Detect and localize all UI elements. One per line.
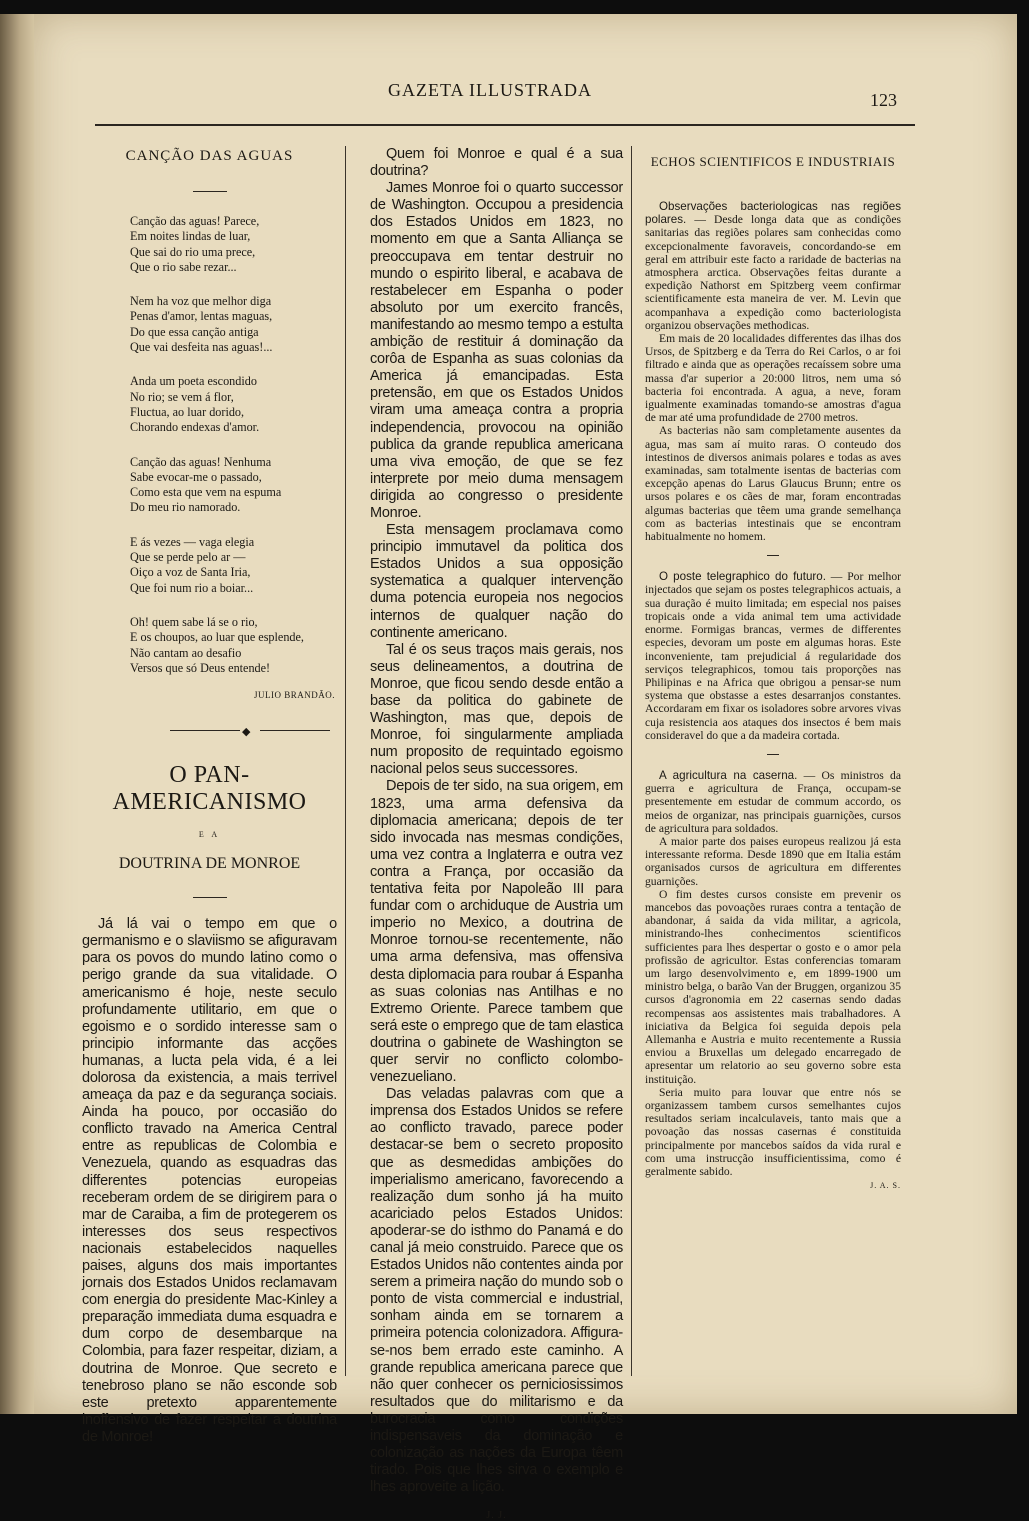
article-column-1-text <box>82 916 337 1446</box>
poem-line: Que vai desfeita nas aguas!... <box>130 340 273 355</box>
poem-line: E os choupos, ao luar que esplende, <box>130 630 304 645</box>
poem-title: CANÇÃO DAS AGUAS <box>125 148 294 164</box>
article-paragraph: Depois de ter sido, na sua origem, em 1823, uma arma defensiva da diplomacia americana; depois de ter sido invocada nas mesmas condições, uma vez contra a Inglaterra e outra vez contra a França, por occasião da tentativa feita por Napoleão III para fundar com o archiduque de Austria um imperio no Mexico, a doutrina de Monroe tornou-se recentemente, não uma arma defensiva, mas offensiva desta diplomacia para roubar á Espanha as suas colonias nas Antilhas e no Extremo Oriente. Parece tambem que será este o emprego que de tam elastica doutrina o gabinete de Washington se quer servir no conflicto colombo-venezueliano. <box>370 778 624 1086</box>
science-signature: J. A. S. <box>870 1181 901 1191</box>
poem-line: Do meu rio namorado. <box>130 500 241 515</box>
article-title-rule <box>193 897 227 898</box>
article-paragraph: Já lá vai o tempo em que o germanismo e o slaviismo se afiguravam para os povos do mundo latino como o perigo grande da sua vitalidade. O americanismo é hoje, neste seculo profundamente utilitario, em que o egoismo e o sordido interesse sam o principio informante das acções humanas, a lucta pela vida, é a lei dolorosa da existencia, a mais terrivel ameaça da paz e da segurança sociais. Ainda ha pouco, por occasião do conflicto travado na America Central entre as republicas de Colombia e Venezuela, quando as esquadras das differentes potencias europeias receberam ordem de se dirigirem para o mar de Caraiba, a fim de protegerem os interesses dos seus respectivos nacionais estabelecidos naquelles paises, alguns dos mais importantes jornais dos Estados Unidos reclamavam com energia do presidente Mac-Kinley a preparação immediata duma esquadra e dum corpo de desembarque na Colombia, para fazer respeitar, diziam, a doutrina de Monroe. Que secreto e tenebroso plano se não esconde sob este pretexto apparentemente inoffensivo de fazer respeitar a doutrina de Monroe! <box>82 916 337 1445</box>
science-text: — Os ministros da guerra e agricultura de França, occupam-se presentemente em estudar de commum accordo, os meios de organizar, nas principais guarnições, cursos de agricultura para soldados. <box>645 768 901 835</box>
poem-author: JULIO BRANDÃO. <box>254 690 335 701</box>
poem-line: Que foi num rio a boiar... <box>130 580 254 595</box>
poem-line: No rio; se vem á flor, <box>130 389 234 404</box>
column-2 <box>370 146 623 1521</box>
science-item-lead: Observações bacteriologicas nas regiões polares. <box>645 200 901 227</box>
poem-line: Do que essa canção antiga <box>130 324 259 339</box>
poem-line: Fluctua, ao luar dorido, <box>130 404 245 419</box>
science-item-lead: A agricultura na caserna. <box>659 768 798 782</box>
poem-line: E ás vezes — vaga elegia <box>130 534 255 549</box>
article-subtitle: DOUTRINA DE MONROE <box>118 855 301 873</box>
poem-line: Não cantam ao desafio <box>130 645 242 660</box>
poem-title-rule <box>193 191 227 192</box>
book-binding-gutter <box>0 14 36 1414</box>
article-title-connector: E A <box>198 830 221 840</box>
poem-line: Canção das aguas! Parece, <box>130 214 260 228</box>
article-paragraph: James Monroe foi o quarto successor de Washington. Occupou a presidencia dos Estados Unidos em 1823, no momento em que a Santa Alliança se preoccupava em tentar destruir no mundo o espirito liberal, e acabava de restabelecer em Espanha o poder absoluto por um exercito francês, manifestando ao mesmo tempo a estulta ambição de restituir á dominação da corôa de Espanha as suas colonias da America já emancipadas. Esta pretensão, em que os Estados Unidos viram uma ameaça contra a propria independencia, provocou na opinião publica da grande republica americana uma viva emoção, de que se fez interprete por meio duma mensagem dirigida ao congresso o presidente Monroe. <box>370 180 623 521</box>
section-ornament <box>82 724 337 738</box>
science-text: — Por melhor injectados que sejam os postes telegraphicos actuais, a sua duração é muito limitada; em especial nos paises tropicais onde a vida animal tem uma actividade enorme. Formigas brancas, vermes de differentes especies, devoram um poste em algumas horas. Este inconveniente, tam prejudicial á regularidade dos serviços telegraphicos, tomou tais proporções nas Philipinas e na Africa que obrigou a pensar-se num systema que obstasse a estes desarranjos constantes. Accordaram em fixar os isoladores sobre arvores vivas cuja resistencia aos ataques dos insectos é bem mais consideravel do que a da madeira cortada. <box>645 570 901 742</box>
column-divider <box>345 146 346 1376</box>
poem-line: Canção das aguas! Nenhuma <box>130 454 272 469</box>
science-paragraph: A maior parte dos paises europeus realizou já esta interessante reforma. Desde 1890 que em Italia estám organisados cursos de agricultura em differentes guarnições. <box>645 834 901 888</box>
poem-body <box>130 214 337 676</box>
poem-line: Em noites lindas de luar, <box>130 229 251 244</box>
poem-line: Sabe evocar-me o passado, <box>130 469 262 484</box>
poem-stanza <box>130 455 337 516</box>
item-separator <box>767 754 779 755</box>
poem-line: Que se perde pelo ar — <box>130 550 246 565</box>
poem-stanza <box>130 535 337 596</box>
poem-line: Que o rio sabe rezar... <box>130 259 237 274</box>
science-section-heading: ECHOS SCIENTIFICOS E INDUSTRIAIS <box>650 154 896 169</box>
article-signature: J. J. <box>486 1510 507 1521</box>
poem-line: Como esta que vem na espuma <box>130 485 282 500</box>
poem-stanza <box>130 374 337 435</box>
poem-line: Oiço a voz de Santa Iria, <box>130 565 251 580</box>
science-paragraph <box>645 769 901 835</box>
science-paragraph <box>645 200 901 332</box>
article-title: O PAN-AMERICANISMO <box>112 762 307 816</box>
science-item-lead: O poste telegraphico do futuro. <box>659 570 826 584</box>
poem-stanza <box>130 294 337 355</box>
column-divider <box>631 146 632 1376</box>
science-paragraph: Em mais de 20 localidades differentes das ilhas dos Ursos, de Spitzberg e da Terra do Rei Carlos, o ar foi filtrado e ainda que as operações recaíssem sobre uma massa d'ar superior a 20:000 litros, nem uma só bacteria foi encontrada. A agua, a neve, foram igualmente examinadas tomando-se amostras d'agua de mar até uma profundidade de 2700 metros. <box>645 332 901 425</box>
page-number: 123 <box>870 90 897 110</box>
poem-line: Versos que só Deus entende! <box>130 660 271 675</box>
article-paragraph: Esta mensagem proclamava como principio immutavel da politica dos Estados Unidos a sua opposição systematica a qualquer intervenção duma potencia europeia nos negocios internos de qualquer nação do continente americano. <box>370 522 623 641</box>
poem-stanza <box>130 615 337 676</box>
masthead-title: GAZETA ILLUSTRADA <box>387 80 593 100</box>
science-paragraph: As bacterias não sam completamente ausentes da agua, mas sam aí muito raras. O conteudo dos intestinos de diversos animais polares e todas as aves examinadas, sam totalmente isentas de bacterias com excepção apenas do Larus Glaucus Brunn; entre os ursos polares e os cães de mar, foram encontradas algumas bacterias que têem uma grande semelhança com as bacterias intestinais que se encontram habitualmente no homem. <box>645 424 901 544</box>
poem-line: Nem ha voz que melhor diga <box>130 294 272 309</box>
science-paragraph: O fim destes cursos consiste em prevenir os mancebos das povoações ruraes contra a tentação de abandonar, á saida da vida militar, a agricola, ministrando-lhes conhecimentos scientificos sufficientes para lhes despertar o gosto e o amor pela profissão de agricultor. Estas conferencias tomaram um largo desenvolvimento e, em 1899-1900 um ministro belga, o barão Van der Bruggen, organizou 35 cursos d'agronomia em 22 casernas sendo dadas recompensas aos assistentes mais trabalhadores. A iniciativa da Belgica foi seguida depois pela Allemanha e Austria e muito recentemente a Russia enviou a Bruxellas um delegado encarregado de apresentar um relatorio ao seu governo sobre esta instituição. <box>645 887 901 1086</box>
poem-stanza <box>130 214 337 275</box>
poem-line: Penas d'amor, lentas maguas, <box>130 309 273 324</box>
poem-line: Oh! quem sabe lá se o rio, <box>130 614 258 629</box>
column-1 <box>82 148 337 1446</box>
article-paragraph: Quem foi Monroe e qual é a sua doutrina? <box>370 146 623 180</box>
poem-line: Que sai do rio uma prece, <box>130 244 256 259</box>
science-paragraph: Seria muito para louvar que entre nós se organizassem tambem cursos semelhantes cujos resultados seriam incalculaveis, tanto mais que a povoação das nossas casernas é constituida principalmente por mancebos saídos da vida rural e com uma instrucção insufficientissima, como é geralmente sabido. <box>645 1085 901 1179</box>
article-paragraph: Tal é os seus traços mais gerais, nos seus delineamentos, a doutrina de Monroe, que ficou sendo desde então a base da politica do gabinete de Washington, mas que, depois de Monroe, foi singularmente ampliada num proposito de requintado egoismo nacional pelos seus successores. <box>370 641 623 778</box>
science-paragraph <box>645 570 901 742</box>
article-paragraph: Das veladas palavras com que a imprensa dos Estados Unidos se refere ao conflicto travado, parece poder destacar-se bem o secreto proposito que as desmedidas ambições do imperialismo americano, favorecendo a realização dum sonho já ha muito acariciado pelos Estados Unidos: apoderar-se do isthmo do Panamá e do canal já meio construido. Parece que os Estados Unidos não contentes ainda por serem a primeira nação do mundo sob o ponto de vista commercial e industrial, sonham ainda em se tornarem a primeira potencia colonizadora. Affigura-se-nos bem errado este caminho. A grande republica americana parece que não quer conhecer os perniciosissimos resultados que do militarismo e da burocracia como condições indispensaveis da dominação e colonização as nações da Europa têem tirado. Pois que lhes sirva o exemplo e lhes aproveite a lição. <box>370 1086 623 1496</box>
poem-line: Anda um poeta escondido <box>130 374 257 389</box>
header-rule <box>95 124 915 126</box>
column-3 <box>645 154 901 1190</box>
diamond-ornament-icon: ◆ <box>242 726 251 739</box>
item-separator <box>767 555 779 556</box>
science-text: — Desde longa data que as condições sanitarias das regiões polares sam conhecidas como excepcionalmente favoraveis, concordando-se em geral em attribuir este facto a raridade de bacterias na atmosphera arctica. Observações feitas durante a expedição Nathorst em Spitzberg veem confirmar scientificamente esta maneira de ver. M. Levin que acompanhava a expedição como bacteriologista organizou observações methodicas. <box>645 213 902 332</box>
poem-line: Chorando endexas d'amor. <box>130 420 260 435</box>
